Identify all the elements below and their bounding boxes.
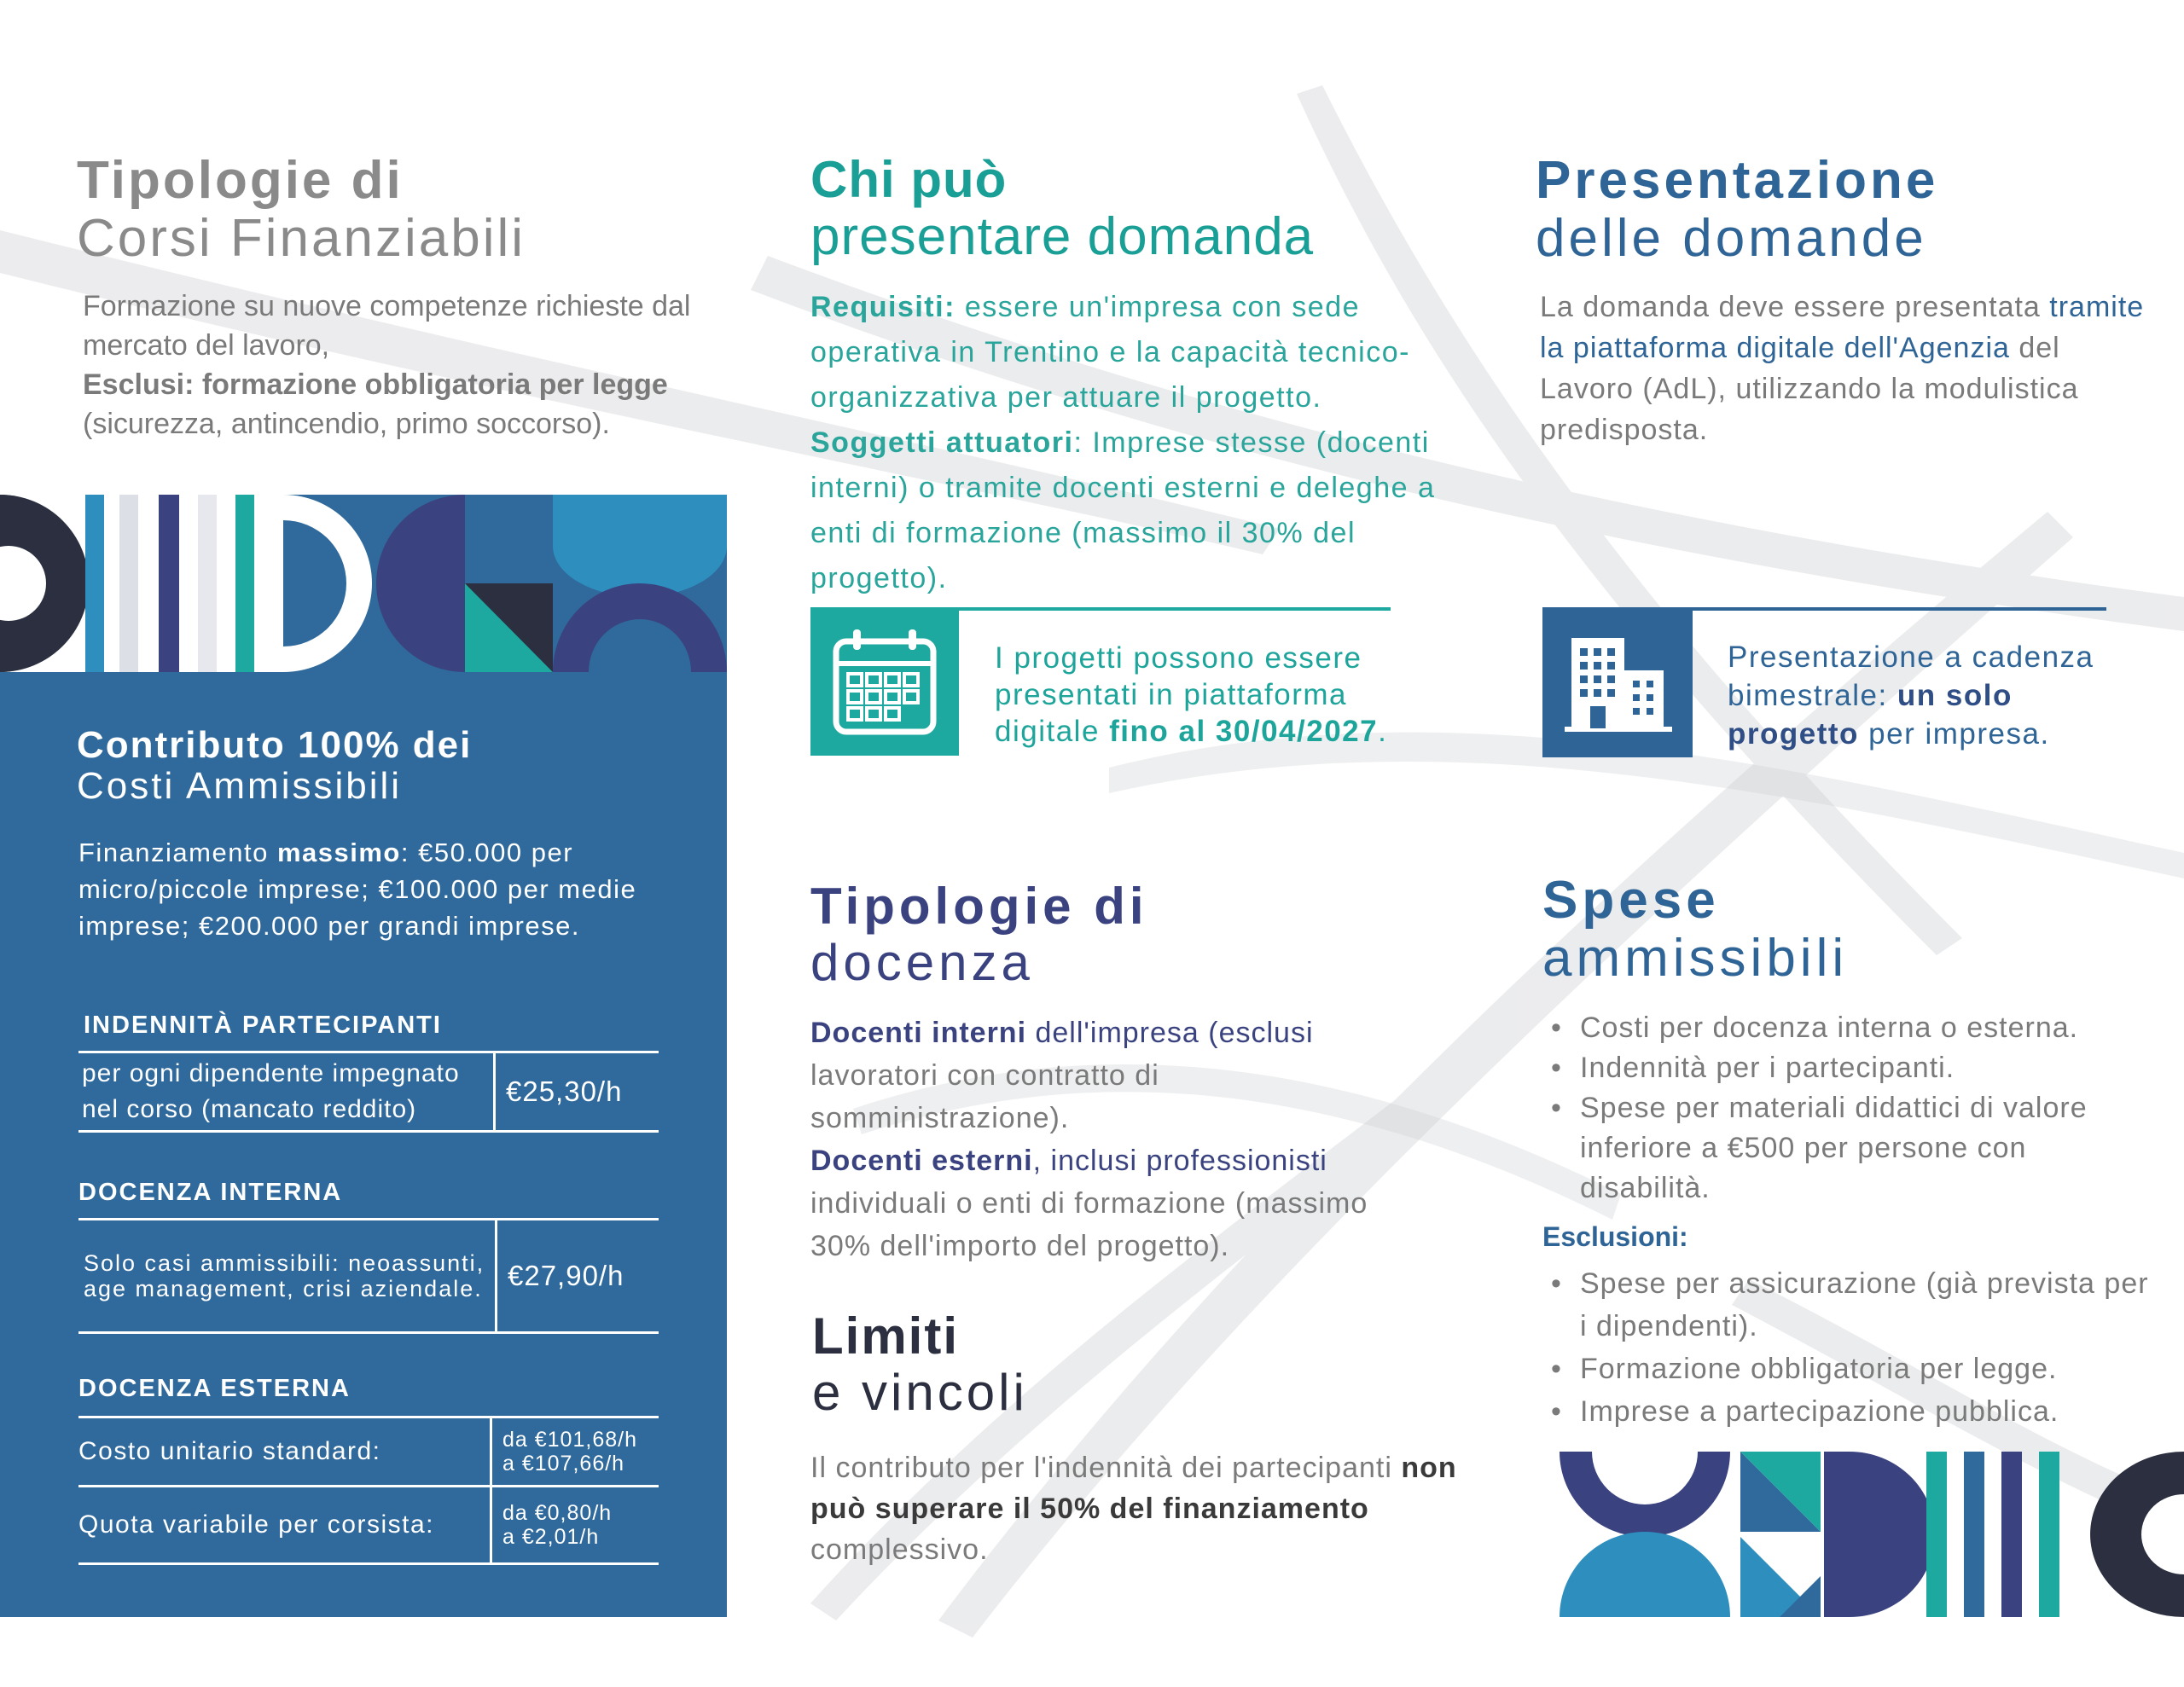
docenza-interna-value: €27,90/h <box>508 1260 624 1291</box>
courses-exclusions-bold: Esclusi: formazione obbligatoria per legge <box>83 368 668 401</box>
requirements-label: Requisiti: <box>810 291 956 323</box>
limits-title-light: e vincoli <box>812 1364 1028 1421</box>
courses-description <box>83 287 731 443</box>
internal-teachers-label: Docenti interni <box>810 1017 1027 1049</box>
frequency-callout-bold: un solo progetto <box>1728 679 2013 751</box>
list-item: • Spese per assicurazione (già prevista per i dipendenti). <box>1544 1262 2158 1348</box>
contribution-title-light: Costi Ammissibili <box>77 765 403 808</box>
contribution-text-pre: Finanziamento <box>78 838 277 867</box>
limits-text-post: complessivo. <box>810 1533 989 1566</box>
deadline-callout-pre: I progetti possono essere presentati in piattaforma digitale <box>995 641 1362 748</box>
docenza-interna-table <box>78 1218 659 1334</box>
list-item: • Imprese a partecipazione pubblica. <box>1544 1390 2158 1433</box>
courses-title <box>77 152 526 268</box>
submission-text-accent: tramite la piattaforma digitale dell'Agenzia <box>1540 291 2145 364</box>
subjects-label: Soggetti attuatori <box>810 426 1074 459</box>
calendar-icon <box>810 607 959 756</box>
frequency-callout-post: per impresa. <box>1858 717 2050 751</box>
costo-unitario-value-line2: a €107,66/h <box>502 1452 625 1475</box>
quota-variabile-desc: Quota variabile per corsista: <box>78 1487 492 1562</box>
deadline-callout <box>995 640 1404 750</box>
list-item: • Costi per docenza interna o esterna. <box>1544 1008 2158 1048</box>
contribution-text-post: : €50.000 per micro/piccole imprese; €100.000 per medie imprese; €200.000 per grandi imprese. <box>78 838 637 941</box>
submission-title-light: delle domande <box>1536 209 1927 269</box>
quota-variabile-value <box>492 1487 612 1562</box>
frequency-callout <box>1728 638 2120 753</box>
teaching-types-text <box>810 1012 1425 1267</box>
teaching-types-title-light: docenza <box>810 934 1034 991</box>
costo-unitario-desc: Costo unitario standard: <box>78 1418 492 1485</box>
submission-title <box>1536 152 1938 268</box>
deadline-callout-post: . <box>1378 715 1388 748</box>
limits-text <box>810 1447 1459 1570</box>
docenza-esterna-table <box>78 1416 659 1565</box>
contribution-title <box>77 725 472 808</box>
exclusions-label: Esclusioni: <box>1542 1221 1688 1252</box>
quota-variabile-value-line2: a €2,01/h <box>502 1525 600 1549</box>
limits-text-bold: non può superare il 50% del finanziamento <box>810 1452 1457 1525</box>
external-teachers-accent: , inclusi professionisti <box>1032 1145 1327 1177</box>
docenza-esterna-label: DOCENZA ESTERNA <box>78 1375 351 1402</box>
subjects-body: : Imprese stesse (docenti interni) o tramite docenti esterni e deleghe a enti di formazione (massimo il 30% del progetto). <box>810 426 1436 594</box>
limits-text-pre: Il contributo per l'indennità dei partecipanti <box>810 1452 1402 1484</box>
limits-title <box>812 1308 1028 1421</box>
costo-unitario-value <box>492 1418 637 1485</box>
eligible-costs-title <box>1542 872 1848 988</box>
contribution-text <box>78 834 659 944</box>
courses-title-light: Corsi Finanziabili <box>77 209 526 269</box>
table-row <box>78 1418 659 1487</box>
indennita-label: INDENNITÀ PARTECIPANTI <box>84 1012 442 1039</box>
indennita-value: €25,30/h <box>506 1075 623 1107</box>
indennita-table <box>78 1051 659 1133</box>
who-can-apply-title <box>810 152 1314 266</box>
external-teachers-label: Docenti esterni <box>810 1145 1033 1177</box>
submission-text-post: del Lavoro (AdL), utilizzando la modulistica predisposta. <box>1540 332 2079 446</box>
table-row <box>78 1487 659 1565</box>
building-icon <box>1542 607 1693 757</box>
geometric-decoration-bottom <box>1560 1452 2184 1617</box>
submission-title-bold: Presentazione <box>1536 151 1939 210</box>
external-teachers-rest: individuali o enti di formazione (massimo 30% dell'importo del progetto). <box>810 1187 1368 1262</box>
courses-desc-line: Formazione su nuove competenze richieste dal mercato del lavoro, <box>83 290 691 362</box>
internal-teachers-accent: dell'impresa (esclusi <box>1026 1017 1314 1049</box>
list-item: • Spese per materiali didattici di valore inferiore a €500 per persone con disabilità. <box>1544 1088 2158 1209</box>
table-row <box>78 1053 659 1133</box>
teaching-types-title-bold: Tipologie di <box>810 878 1148 935</box>
costo-unitario-value-line1: da €101,68/h <box>502 1428 637 1452</box>
submission-text <box>1540 287 2154 450</box>
internal-teachers-rest: lavoratori con contratto di somministrazione). <box>810 1059 1159 1134</box>
divider <box>959 607 1391 611</box>
limits-title-bold: Limiti <box>812 1307 959 1365</box>
exclusions-list <box>1544 1262 2158 1433</box>
frequency-callout-pre: Presentazione a cadenza bimestrale: <box>1728 641 2094 712</box>
divider <box>1693 607 2106 611</box>
submission-text-pre: La domanda deve essere presentata <box>1540 291 2050 323</box>
table-row <box>78 1220 659 1334</box>
requirements-body: essere un'impresa con sede operativa in Trentino e la capacità tecnico-organizzativa per attuare il progetto. <box>810 291 1410 414</box>
quota-variabile-value-line1: da €0,80/h <box>502 1501 613 1525</box>
requirements-text <box>810 285 1476 601</box>
contribution-text-bold: massimo <box>276 838 401 867</box>
eligible-costs-title-light: ammissibili <box>1542 929 1849 988</box>
courses-title-bold: Tipologie di <box>77 151 404 210</box>
docenza-interna-label: DOCENZA INTERNA <box>78 1179 343 1206</box>
geometric-decoration-top <box>0 495 727 672</box>
contribution-title-bold: Contributo 100% dei <box>77 724 473 766</box>
indennita-desc: per ogni dipendente impegnato nel corso (mancato reddito) <box>78 1053 496 1130</box>
who-can-apply-title-bold: Chi può <box>810 151 1008 208</box>
who-can-apply-title-light: presentare domanda <box>810 207 1315 266</box>
list-item: • Formazione obbligatoria per legge. <box>1544 1348 2158 1390</box>
eligible-costs-list <box>1544 1008 2158 1209</box>
courses-exclusions-rest: (sicurezza, antincendio, primo soccorso). <box>83 408 610 440</box>
list-item: • Indennità per i partecipanti. <box>1544 1048 2158 1088</box>
docenza-interna-desc: Solo casi ammissibili: neoassunti, age management, crisi aziendale. <box>78 1220 497 1331</box>
eligible-costs-title-bold: Spese <box>1542 871 1720 930</box>
teaching-types-title <box>810 878 1148 991</box>
deadline-callout-bold: fino al 30/04/2027 <box>1109 715 1379 748</box>
